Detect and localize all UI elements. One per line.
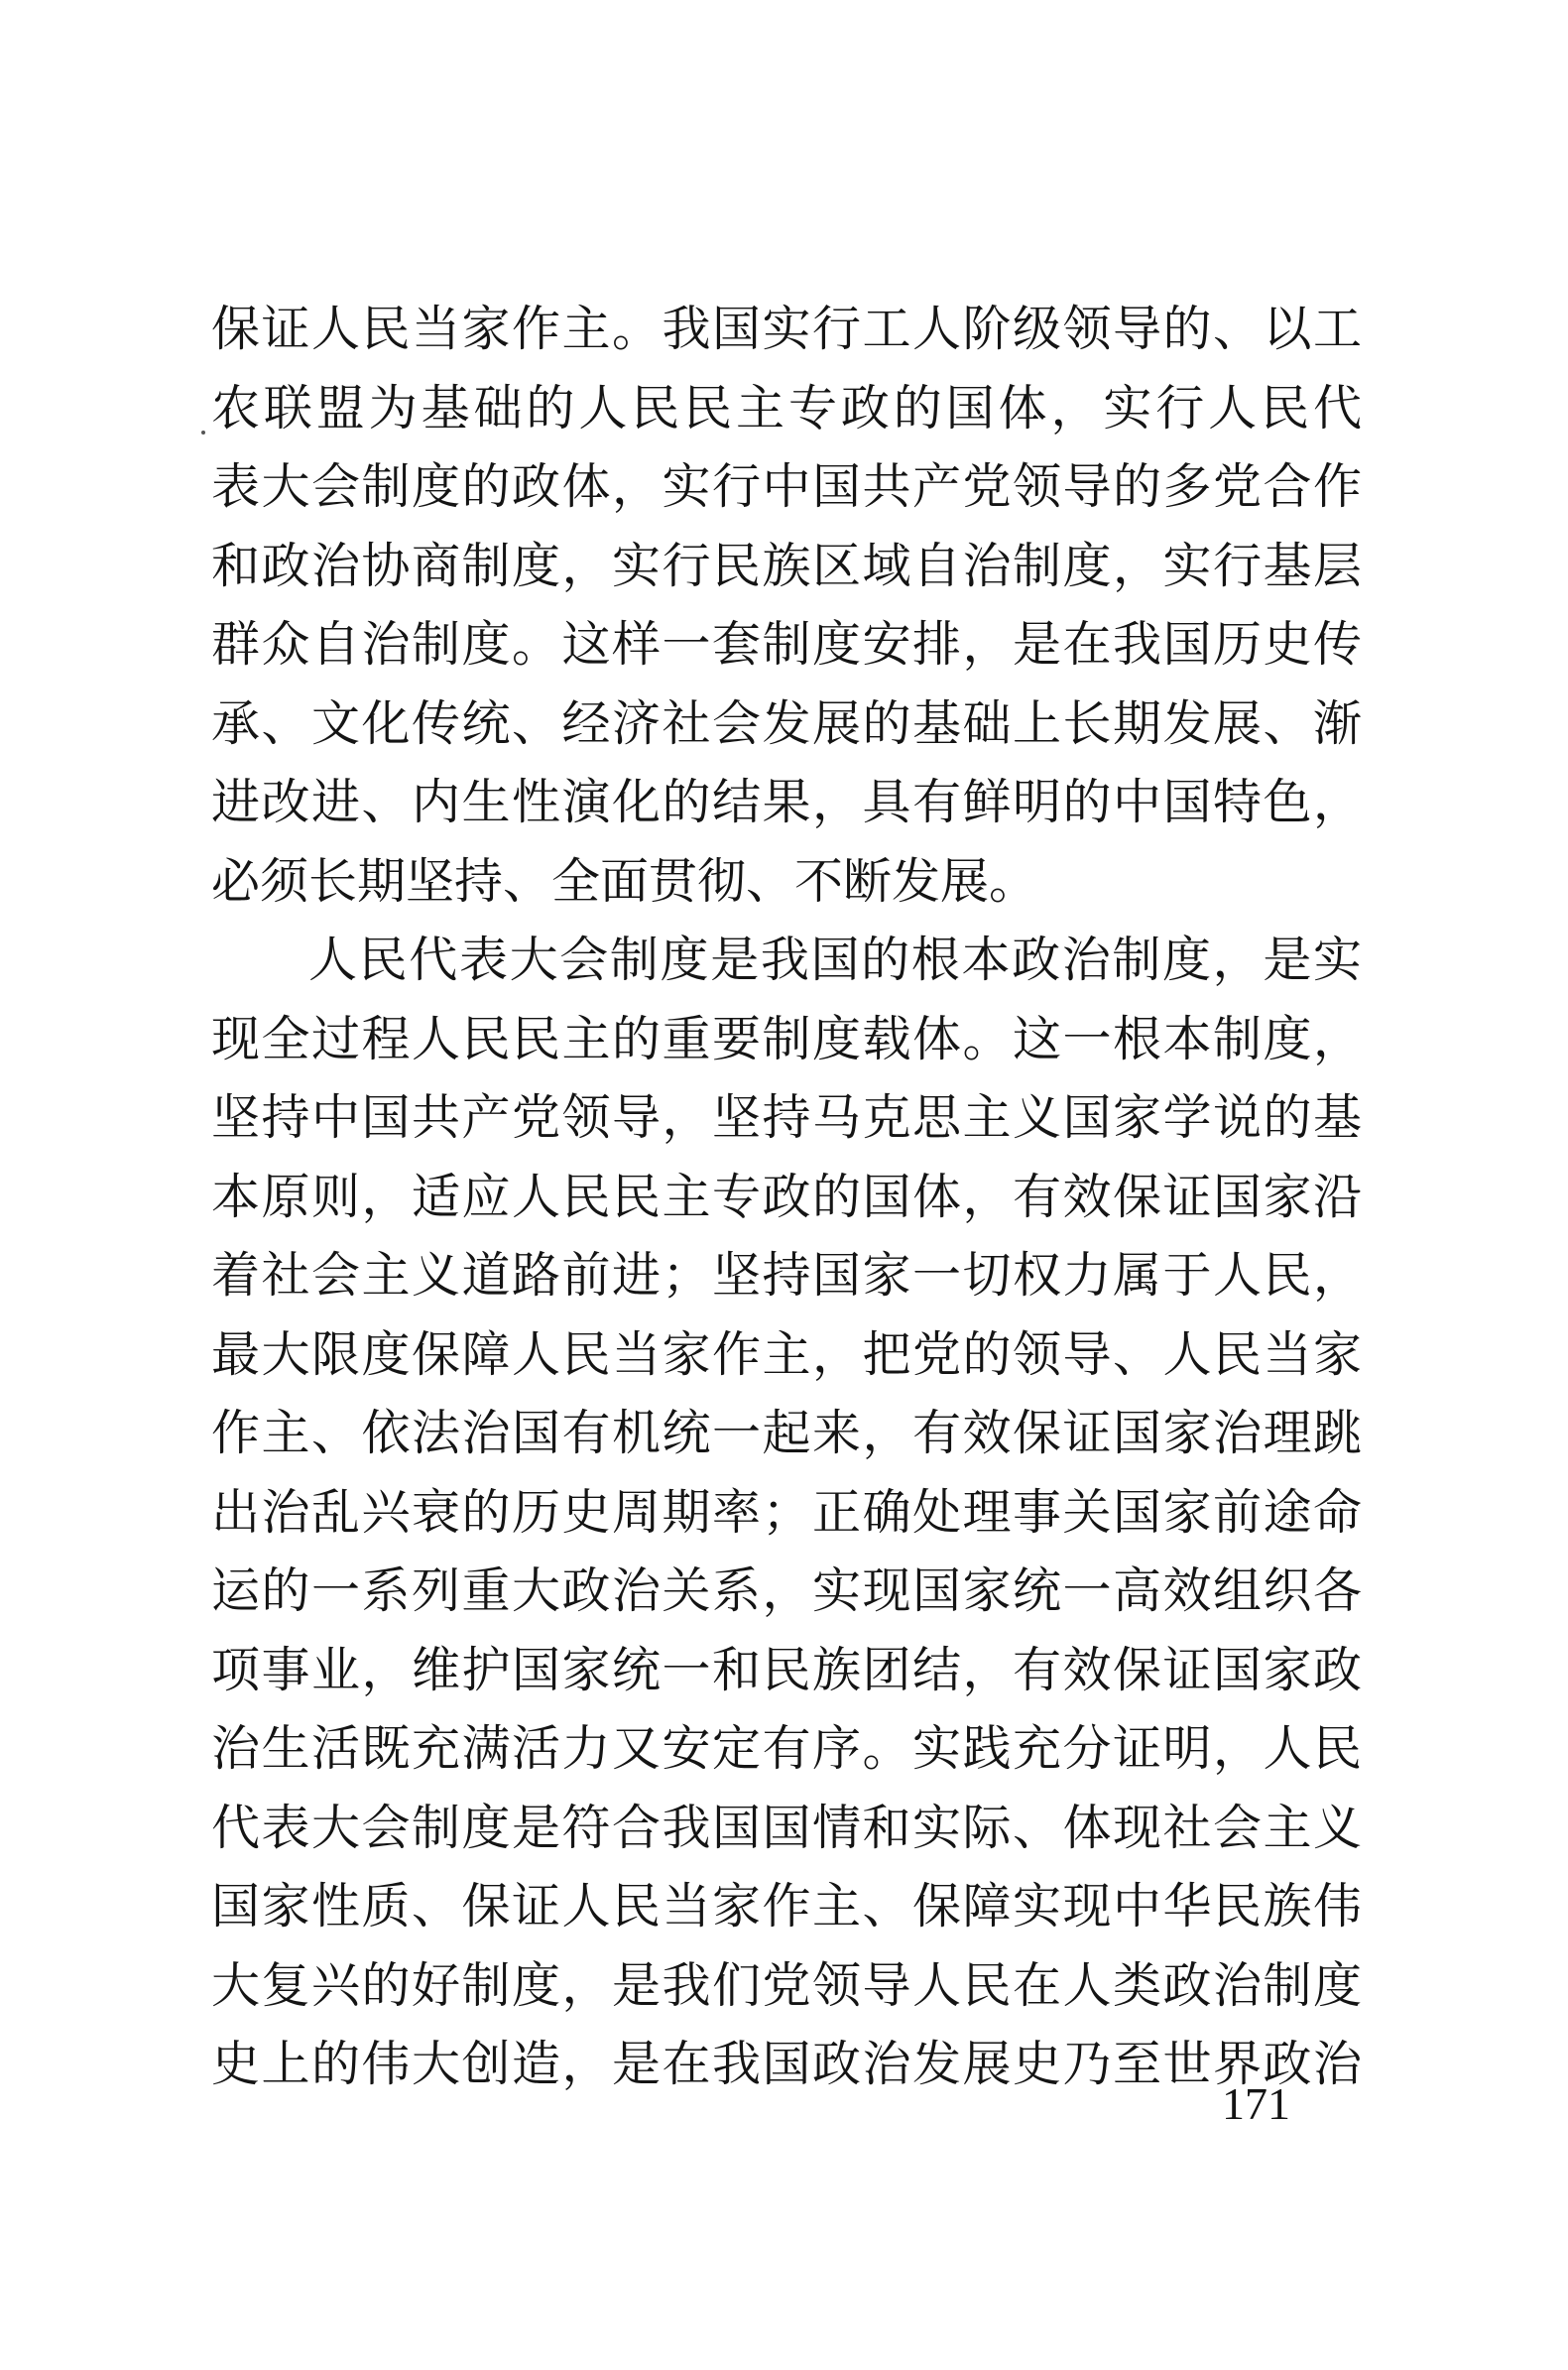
body-text xyxy=(211,290,1362,2104)
text-line: 现全过程人民民主的重要制度载体。这一根本制度， xyxy=(211,1010,1362,1067)
print-speck xyxy=(201,431,205,435)
text-line: 运的一系列重大政治关系，实现国家统一高效组织各 xyxy=(211,1562,1362,1619)
text-line: 人民代表大会制度是我国的根本政治制度，是实 xyxy=(308,932,1362,988)
text-line: 农联盟为基础的人民民主专政的国体，实行人民代 xyxy=(211,379,1362,437)
text-line: 进改进、内生性演化的结果，具有鲜明的中国特色， xyxy=(211,774,1362,830)
text-line: 史上的伟大创造，是在我国政治发展史乃至世界政治 xyxy=(211,2036,1362,2092)
text-line: 和政治协商制度，实行民族区域自治制度，实行基层 xyxy=(211,537,1362,594)
text-line: 承、文化传统、经济社会发展的基础上长期发展、渐 xyxy=(211,694,1362,752)
text-line: 治生活既充满活力又安定有序。实践充分证明，人民 xyxy=(211,1720,1362,1777)
paragraph-1 xyxy=(211,290,1362,921)
text-line: 代表大会制度是符合我国国情和实际、体现社会主义 xyxy=(211,1799,1362,1856)
paragraph-2 xyxy=(211,921,1362,2104)
text-line: 大复兴的好制度，是我们党领导人民在人类政治制度 xyxy=(211,1956,1362,2014)
text-line: 国家性质、保证人民当家作主、保障实现中华民族伟 xyxy=(211,1878,1362,1934)
text-line: 项事业，维护国家统一和民族团结，有效保证国家政 xyxy=(211,1641,1362,1698)
text-line: 坚持中国共产党领导，坚持马克思主义国家学说的基 xyxy=(211,1089,1362,1146)
text-line: 最大限度保障人民当家作主，把党的领导、人民当家 xyxy=(211,1325,1362,1383)
text-line: 保证人民当家作主。我国实行工人阶级领导的、以工 xyxy=(211,301,1362,357)
text-line: 表大会制度的政体，实行中国共产党领导的多党合作 xyxy=(211,458,1362,515)
text-line: 出治乱兴衰的历史周期率；正确处理事关国家前途命 xyxy=(211,1483,1362,1541)
text-line: 本原则，适应人民民主专政的国体，有效保证国家沿 xyxy=(211,1168,1362,1225)
page-number: 171 xyxy=(1222,2078,1290,2129)
text-line: 作主、依法治国有机统一起来，有效保证国家治理跳 xyxy=(211,1405,1362,1461)
text-line: 着社会主义道路前进；坚持国家一切权力属于人民， xyxy=(211,1247,1362,1304)
text-line: 群众自治制度。这样一套制度安排，是在我国历史传 xyxy=(211,616,1362,673)
text-line: 必须长期坚持、全面贯彻、不断发展。 xyxy=(211,852,1038,910)
